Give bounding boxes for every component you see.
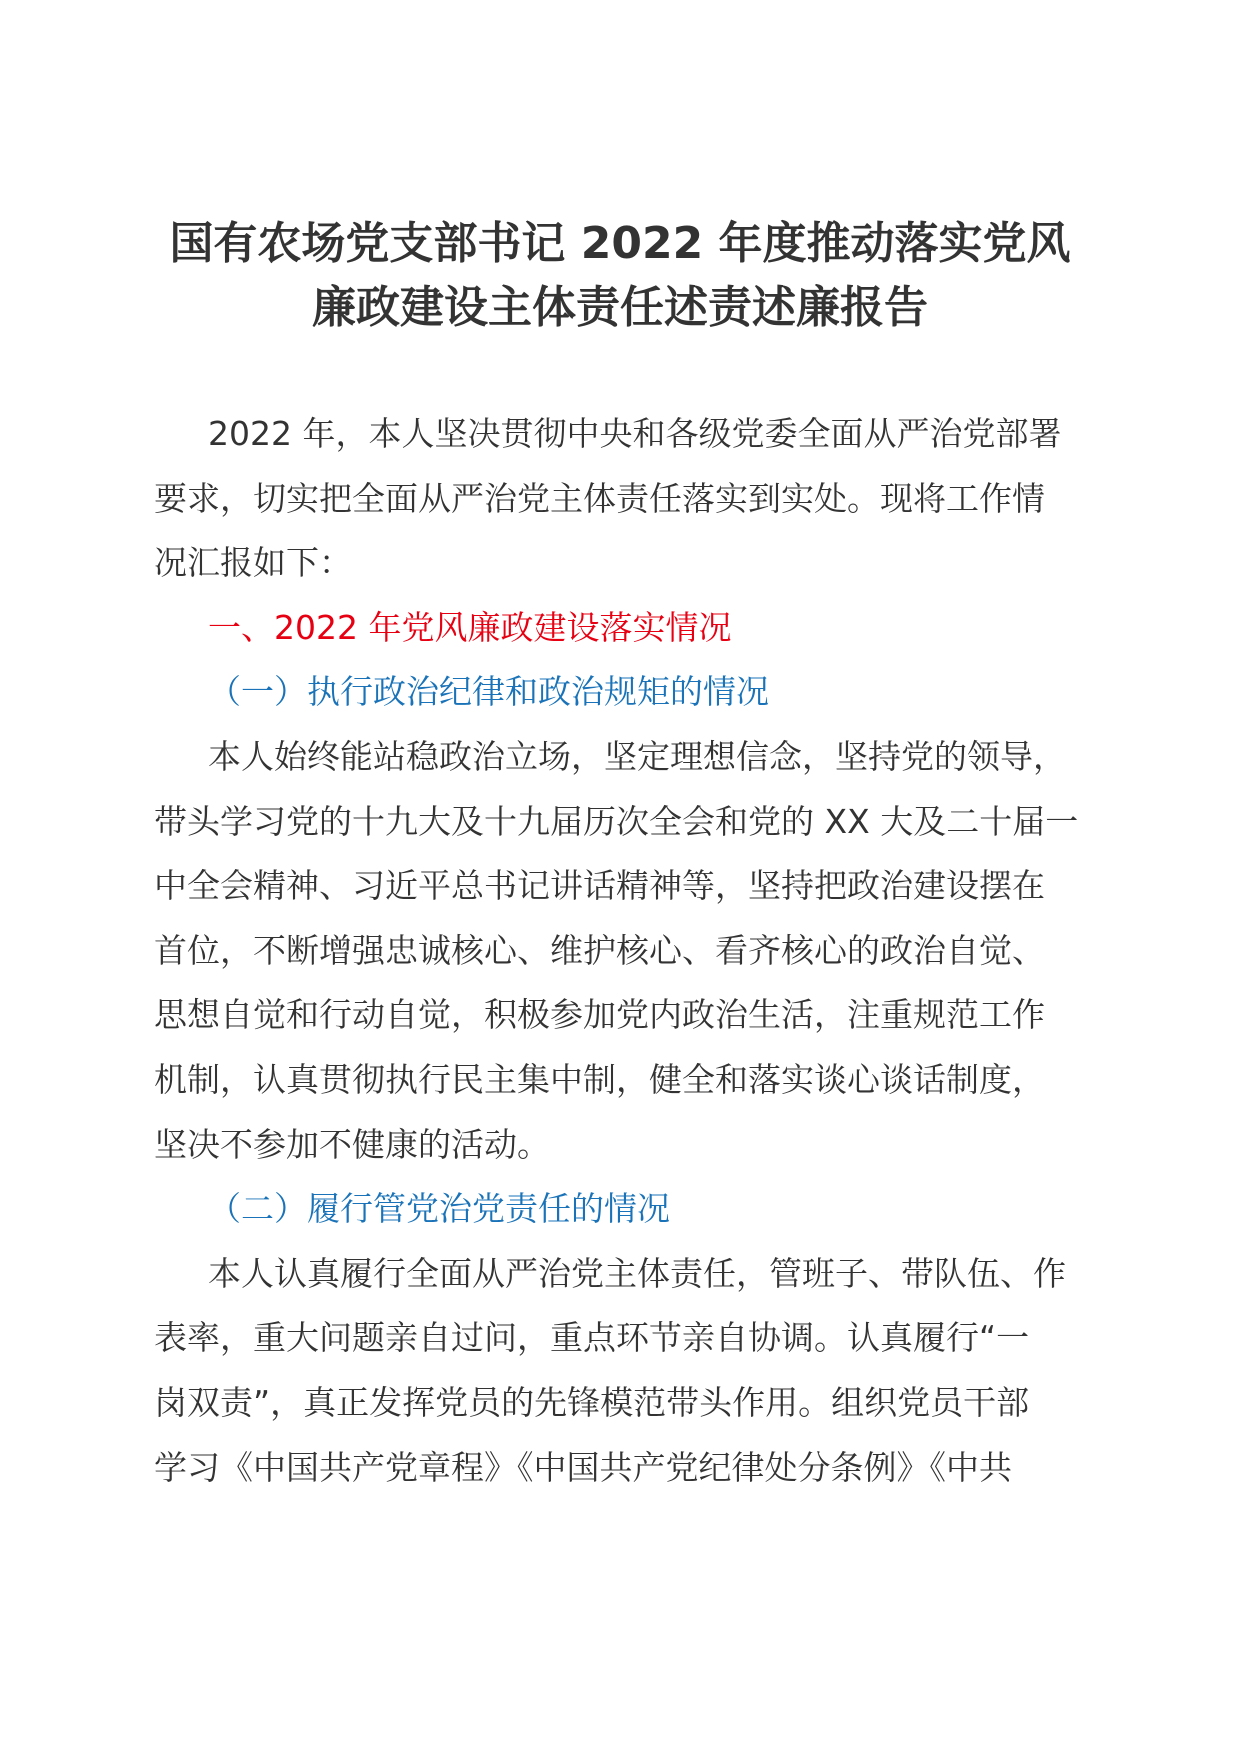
subsection-1-paragraph [154,725,1084,1177]
paragraph-line: 岗双责”，真正发挥党员的先锋模范带头作用。组织党员干部 [154,1382,1030,1422]
intro-line: 况汇报如下： [154,543,352,583]
paragraph-line: 首位，不断增强忠诚核心、维护核心、看齐核心的政治自觉、 [154,930,1045,970]
intro-line: 要求，切实把全面从严治党主体责任落实到实处。现将工作情 [154,478,1045,518]
intro-paragraph [154,402,1084,596]
paragraph-line: 带头学习党的十九大及十九届历次全会和党的 XX 大及二十届一 [154,801,1079,841]
paragraph-line: 表率，重大问题亲自过问，重点环节亲自协调。认真履行“一 [154,1318,1030,1358]
paragraph-line: 坚决不参加不健康的活动。 [154,1124,550,1164]
intro-line: 2022 年，本人坚决贯彻中央和各级党委全面从严治党部署 [208,414,1062,453]
paragraph-line: 本人认真履行全面从严治党主体责任，管班子、带队伍、作 [208,1253,1066,1293]
paragraph-line: 本人始终能站稳政治立场，坚定理想信念，坚持党的领导， [208,736,1066,776]
paragraph-line: 机制，认真贯彻执行民主集中制，健全和落实谈心谈话制度， [154,1059,1045,1099]
paragraph-line: 学习《中国共产党章程》《中国共产党纪律处分条例》《中共 [154,1447,1012,1487]
title-line-2: 廉政建设主体责任述责述廉报告 [312,282,928,333]
subsection-heading-1: （一）执行政治纪律和政治规矩的情况 [208,672,769,712]
document-body [154,402,1084,1500]
section-heading-1: 一、2022 年党风廉政建设落实情况 [208,607,732,647]
title-line-1: 国有农场党支部书记 2022 年度推动落实党风 [169,218,1071,269]
paragraph-line: 中全会精神、习近平总书记讲话精神等，坚持把政治建设摆在 [154,866,1045,906]
paragraph-line: 思想自觉和行动自觉，积极参加党内政治生活，注重规范工作 [154,995,1045,1035]
subsection-2-paragraph [154,1242,1084,1500]
subsection-heading-2: （二）履行管党治党责任的情况 [208,1189,670,1229]
document-title [140,212,1100,340]
